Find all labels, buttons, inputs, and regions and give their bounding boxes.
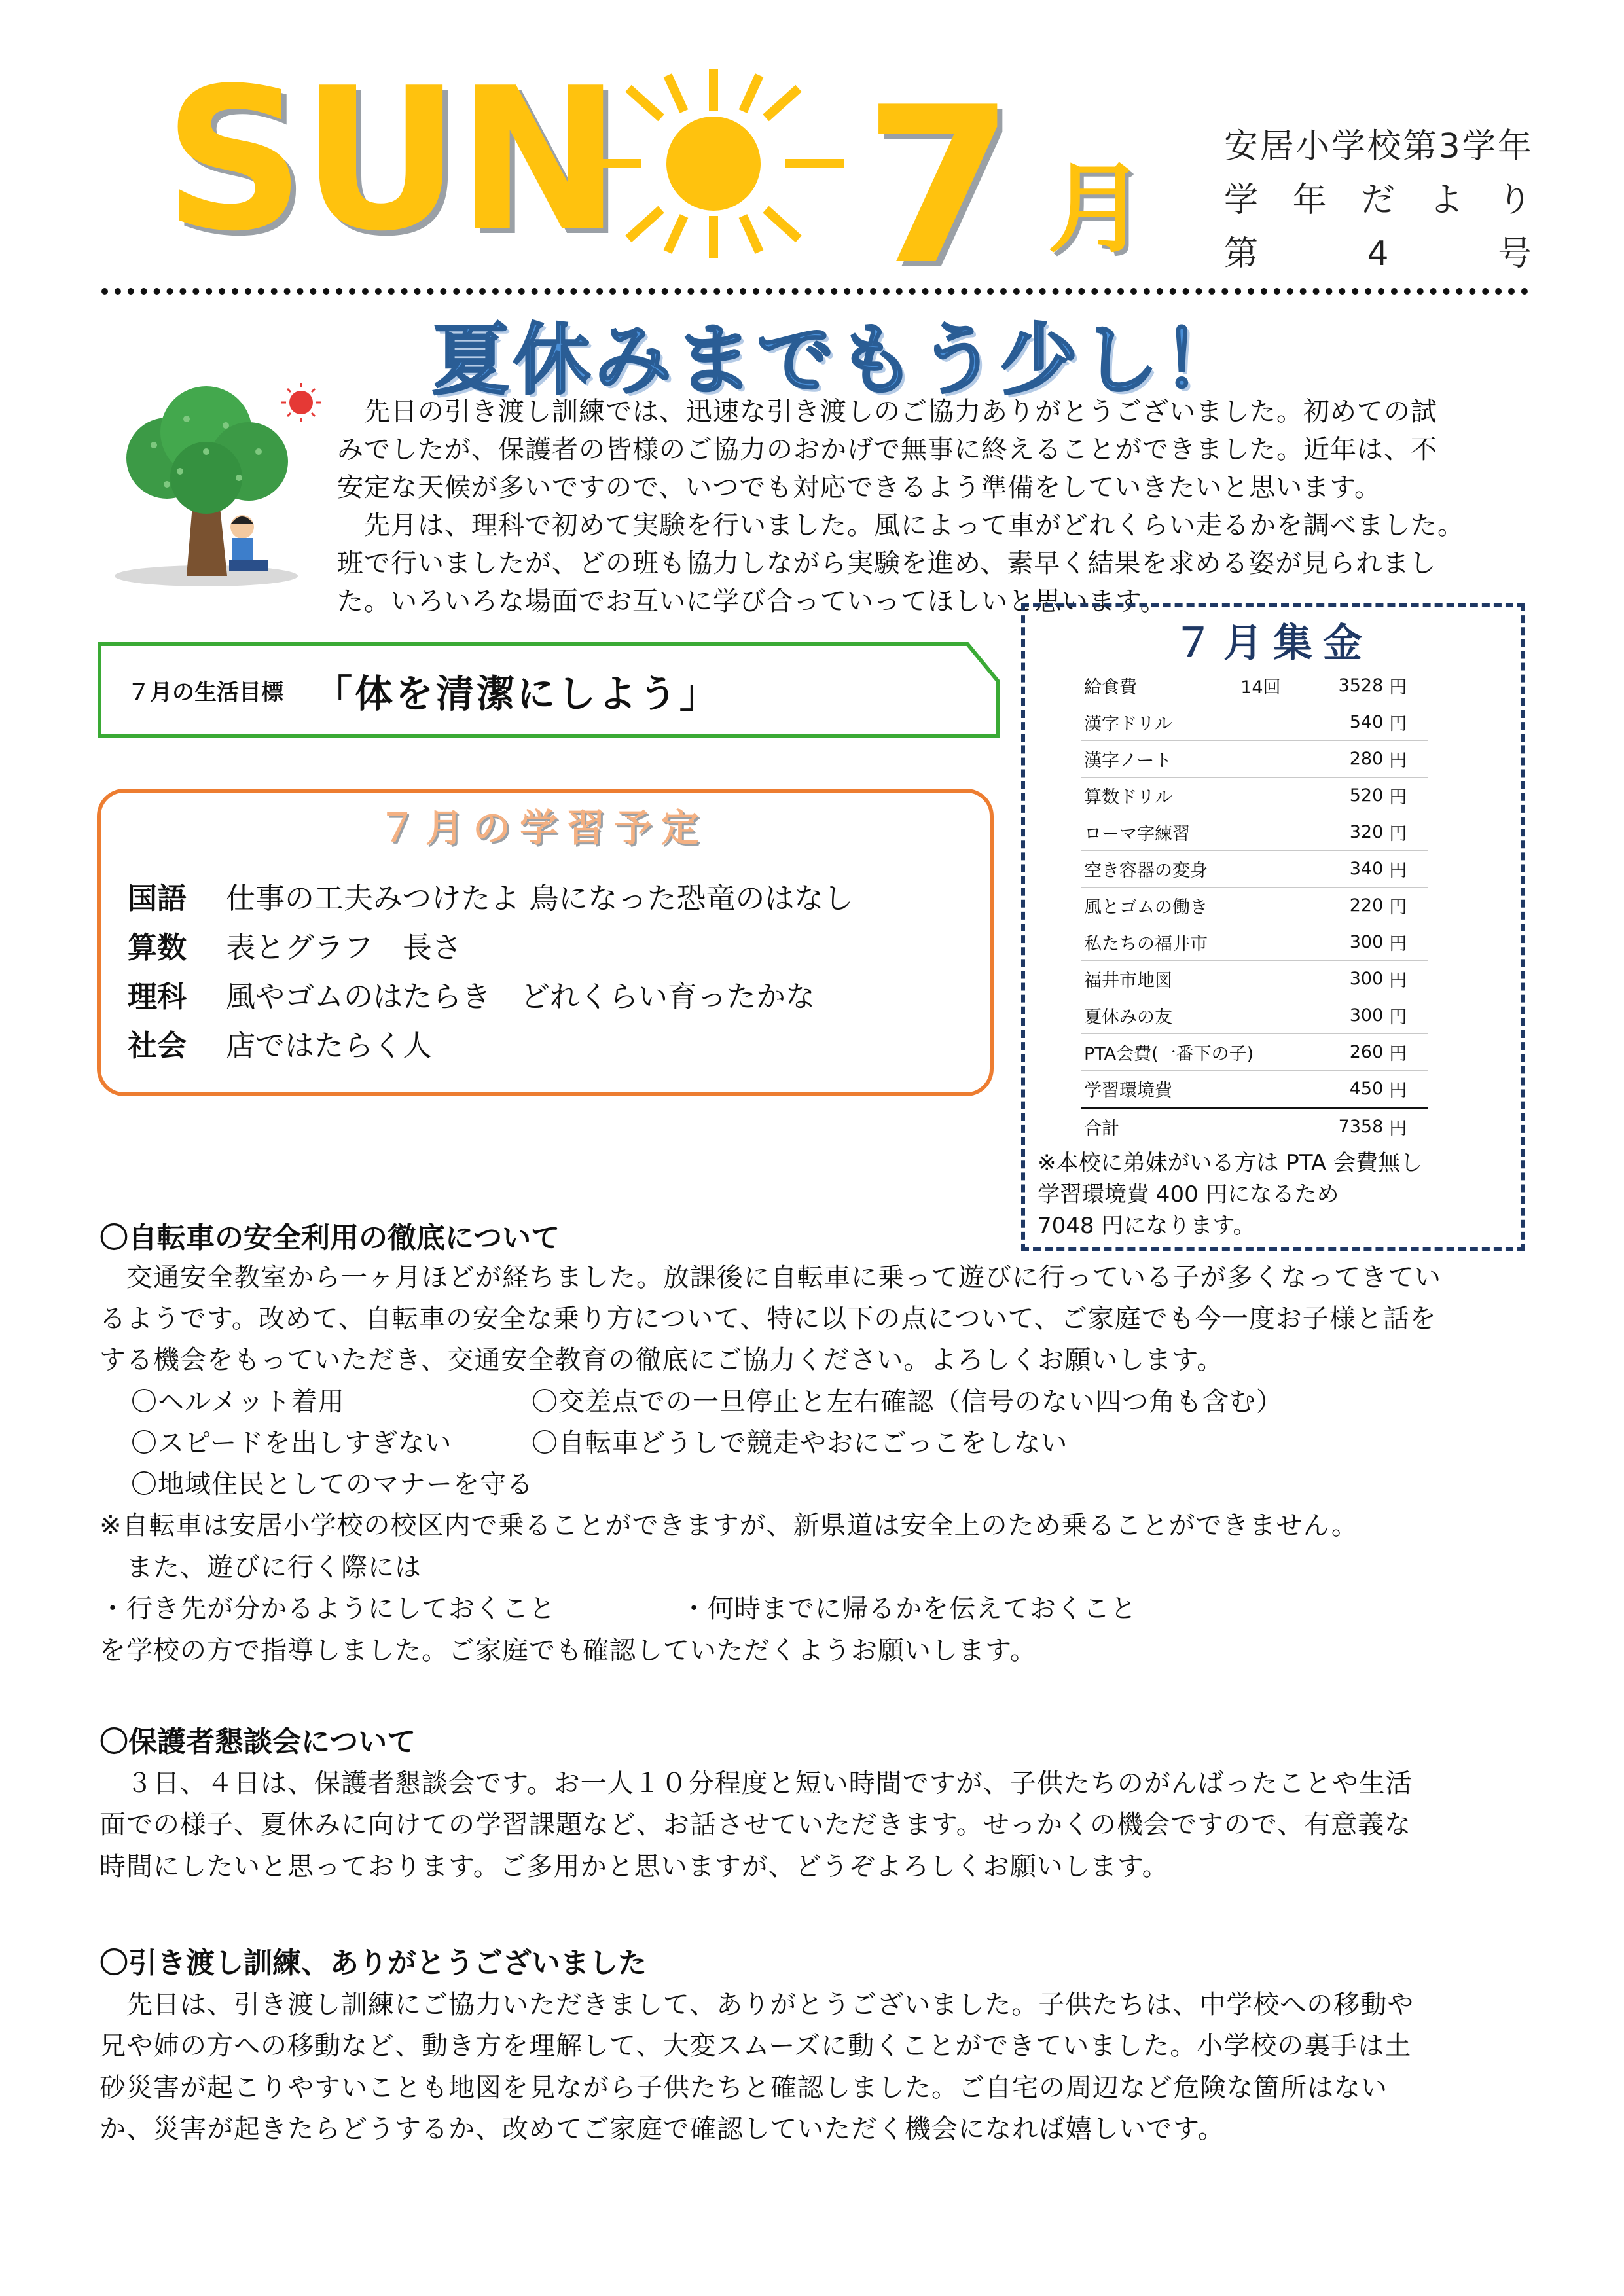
headline: 夏休みまでもう少し！ xyxy=(432,315,1244,405)
fees-table xyxy=(1081,668,1428,1145)
fee-row: ローマ字練習 320 円 xyxy=(1081,814,1428,851)
paragraph-line: ３日、４日は、保護者懇談会です。お一人１０分程度と短い時間ですが、子供たちのがんばったことや生活 xyxy=(99,1768,1413,1799)
study-schedule-title: ７月の学習予定 xyxy=(378,806,708,850)
masthead-month-number: 7 xyxy=(864,61,1015,312)
masthead-divider xyxy=(101,288,1528,295)
paragraph-line: また、遊びに行く際には xyxy=(99,1552,422,1583)
bicycle-point: ・何時までに帰るかを伝えておくこと xyxy=(681,1594,1137,1624)
paragraph-line: 砂災害が起こりやすいことも地図を見ながら子供たちと確認しました。ご自宅の周辺など危険な箇所はない xyxy=(99,2073,1388,2103)
study-row: 理科 風やゴムのはたらき どれくらい育ったかな xyxy=(128,979,816,1014)
fee-row: 算数ドリル 520 円 xyxy=(1081,778,1428,814)
masthead-title: SUN xyxy=(164,46,617,274)
bicycle-rule: 〇地域住民としてのマナーを守る xyxy=(131,1469,533,1499)
bicycle-note: ※自転車は安居小学校の校区内で乗ることができますが、新県道は安全上のため乗ることができません。 xyxy=(99,1511,1358,1541)
paragraph-line: 先日は、引き渡し訓練にご協力いただきまして、ありがとうございました。子供たちは、中学校への移動や xyxy=(99,1990,1415,2020)
bicycle-rule: 〇ヘルメット着用 xyxy=(131,1387,345,1417)
fees-note: ※本校に弟妹がいる方は PTA 会費無し xyxy=(1038,1150,1422,1176)
fee-row: PTA会費(一番下の子) 260 円 xyxy=(1081,1034,1428,1071)
paragraph-line: を学校の方で指導しました。ご家庭でも確認していただくようお願いします。 xyxy=(99,1636,1037,1666)
section-heading-drill: 〇引き渡し訓練、ありがとうございました xyxy=(99,1946,647,1980)
goal-text: 「体を清潔にしよう」 xyxy=(314,672,721,716)
fee-row: 学習環境費 450 円 xyxy=(1081,1071,1428,1108)
paragraph-line: 交通安全教室から一ヶ月ほどが経ちました。放課後に自転車に乗って遊びに行っている子が多くなってきてい xyxy=(99,1263,1441,1293)
paragraph-line: する機会をもっていただき、交通安全教育の徹底にご協力ください。よろしくお願いします。 xyxy=(99,1345,1224,1375)
fees-title: ７月集金 xyxy=(1174,620,1373,666)
fee-row: 私たちの福井市 300 円 xyxy=(1081,924,1428,961)
paragraph-line: 兄や姉の方への移動など、動き方を理解して、大変スムーズに動くことができていました。小学校の裏手は土 xyxy=(99,2031,1412,2061)
fee-row: 福井市地図 300 円 xyxy=(1081,961,1428,997)
sun-icon xyxy=(576,65,851,262)
bicycle-point: ・行き先が分かるようにしておくこと xyxy=(99,1594,556,1624)
fee-row: 漢字ドリル 540 円 xyxy=(1081,704,1428,741)
masthead-month-kanji: 月 xyxy=(1047,152,1146,266)
paragraph-line: 面での様子、夏休みに向けての学習課題など、お話させていただきます。せっかくの機会ですので、有意義な xyxy=(99,1810,1412,1840)
intro-paragraph: 先日の引き渡し訓練では、迅速な引き渡しのご協力ありがとうございました。初めての試 みでしたが、保護者の皆様のご協力のおかげで無事に終えることができました。近年は、不 安定な天候が多いですので、いつでも対応できるよう準備をしていきたいと思います。 先月は、理科で初めて実験を行いました。風によって車がどれくらい走るかを調べました。 班で行いましたが、どの班も協力しながら実験を進め、素早く結果を求める姿が見られまし た。いろいろな場面でお互いに学び合っていってほしいと思います。 xyxy=(337,397,1464,617)
issue-number: 第 4 号 xyxy=(1224,234,1532,274)
study-row: 社会 店ではたらく人 xyxy=(128,1028,433,1063)
fee-row: 漢字ノート 280 円 xyxy=(1081,741,1428,778)
fee-total-row: 合計 7358 円 xyxy=(1081,1108,1428,1145)
study-row: 算数 表とグラフ 長さ xyxy=(128,930,462,965)
fee-row: 給食費 14回 3528 円 xyxy=(1081,668,1428,704)
study-row: 国語 仕事の工夫みつけたよ 鳥になった恐竜のはなし xyxy=(128,881,854,916)
newsletter-name: 学 年 だ よ り xyxy=(1224,181,1532,220)
paragraph-line: 時間にしたいと思っております。ご多用かと思いますが、どうぞよろしくお願いします。 xyxy=(99,1852,1169,1882)
bicycle-rule: 〇自転車どうしで競走やおにごっこをしない xyxy=(532,1428,1068,1458)
fees-note: 7048 円になります。 xyxy=(1038,1213,1255,1239)
tree-child-illustration xyxy=(108,380,324,589)
bicycle-rule: 〇スピードを出しすぎない xyxy=(131,1428,452,1458)
section-heading-bicycle: 〇自転車の安全利用の徹底について xyxy=(99,1221,560,1255)
paragraph-line: か、災害が起きたらどうするか、改めてご家庭で確認していただく機会になれば嬉しいです。 xyxy=(99,2114,1225,2144)
fee-row: 風とゴムの働き 220 円 xyxy=(1081,888,1428,924)
section-heading-meeting: 〇保護者懇談会について xyxy=(99,1725,416,1759)
fees-note: 学習環境費 400 円になるため xyxy=(1038,1181,1339,1208)
school-name: 安 居 小 学 校 第 3 学 年 xyxy=(1224,127,1532,166)
bicycle-rule: 〇交差点での一旦停止と左右確認（信号のない四つ角も含む） xyxy=(532,1387,1283,1417)
goal-label: ７月の生活目標 xyxy=(128,679,283,706)
fee-row: 空き容器の変身 340 円 xyxy=(1081,851,1428,888)
paragraph-line: るようです。改めて、自転車の安全な乗り方について、特に以下の点について、ご家庭でも今一度お子様と話を xyxy=(99,1304,1437,1334)
fee-row: 夏休みの友 300 円 xyxy=(1081,997,1428,1034)
